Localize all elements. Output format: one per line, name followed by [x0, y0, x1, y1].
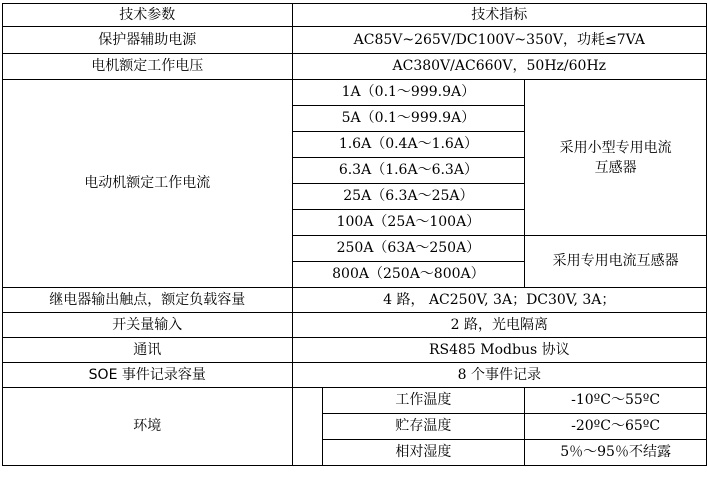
env-item-value: -10ºC～55ºC: [525, 388, 707, 414]
current-range-1: 1A（0.1～999.9A）: [292, 80, 525, 106]
environment-label: 环境: [3, 388, 293, 466]
current-range-5: 25A（6.3A～25A）: [292, 184, 525, 210]
env-item-value: -20ºC～65ºC: [525, 414, 707, 440]
switch-input-value: 2 路，光电隔离: [292, 313, 706, 338]
ct-special-note: 采用专用电流互感器: [525, 236, 707, 288]
current-range-row: [3, 80, 707, 106]
current-range-7: 250A（63A～250A）: [292, 236, 525, 262]
row-motor-voltage: [3, 54, 707, 80]
current-range-8: 800A（250A～800A）: [292, 262, 525, 288]
aux-power-value: AC85V~265V/DC100V~350V，功耗≤7VA: [292, 27, 706, 54]
row-switch-input: [3, 313, 707, 338]
relay-value: 4 路， AC250V, 3A；DC30V, 3A；: [292, 288, 706, 313]
aux-power-label: 保护器辅助电源: [3, 27, 293, 54]
current-range-3: 1.6A（0.4A～1.6A）: [292, 132, 525, 158]
row-comm: [3, 338, 707, 363]
env-item-name: 贮存温度: [322, 414, 525, 440]
ct-small-note: [525, 80, 707, 236]
env-row: [3, 388, 707, 414]
env-item-name: 相对湿度: [322, 440, 525, 466]
row-relay: [3, 288, 707, 313]
ct-small-note-text: 采用小型专用电流互感器: [559, 139, 672, 176]
comm-value: RS485 Modbus 协议: [292, 338, 706, 363]
spec-table: [2, 3, 707, 466]
relay-label: 继电器输出触点，额定负载容量: [3, 288, 293, 313]
env-item-value: 5％～95％不结露: [525, 440, 707, 466]
motor-voltage-label: 电机额定工作电压: [3, 54, 293, 80]
motor-voltage-value: AC380V/AC660V，50Hz/60Hz: [292, 54, 706, 80]
switch-input-label: 开关量输入: [3, 313, 293, 338]
header-row: [3, 4, 707, 27]
current-range-4: 6.3A（1.6A～6.3A）: [292, 158, 525, 184]
row-soe: [3, 363, 707, 388]
environment-spacer: [292, 388, 322, 466]
soe-value: 8 个事件记录: [292, 363, 706, 388]
header-spec: 技术指标: [292, 4, 706, 27]
env-item-name: 工作温度: [322, 388, 525, 414]
header-param: 技术参数: [3, 4, 293, 27]
current-range-6: 100A（25A～100A）: [292, 210, 525, 236]
soe-label: SOE 事件记录容量: [3, 363, 293, 388]
comm-label: 通讯: [3, 338, 293, 363]
current-range-2: 5A（0.1～999.9A）: [292, 106, 525, 132]
row-aux-power: [3, 27, 707, 54]
motor-current-label: 电动机额定工作电流: [3, 80, 293, 288]
